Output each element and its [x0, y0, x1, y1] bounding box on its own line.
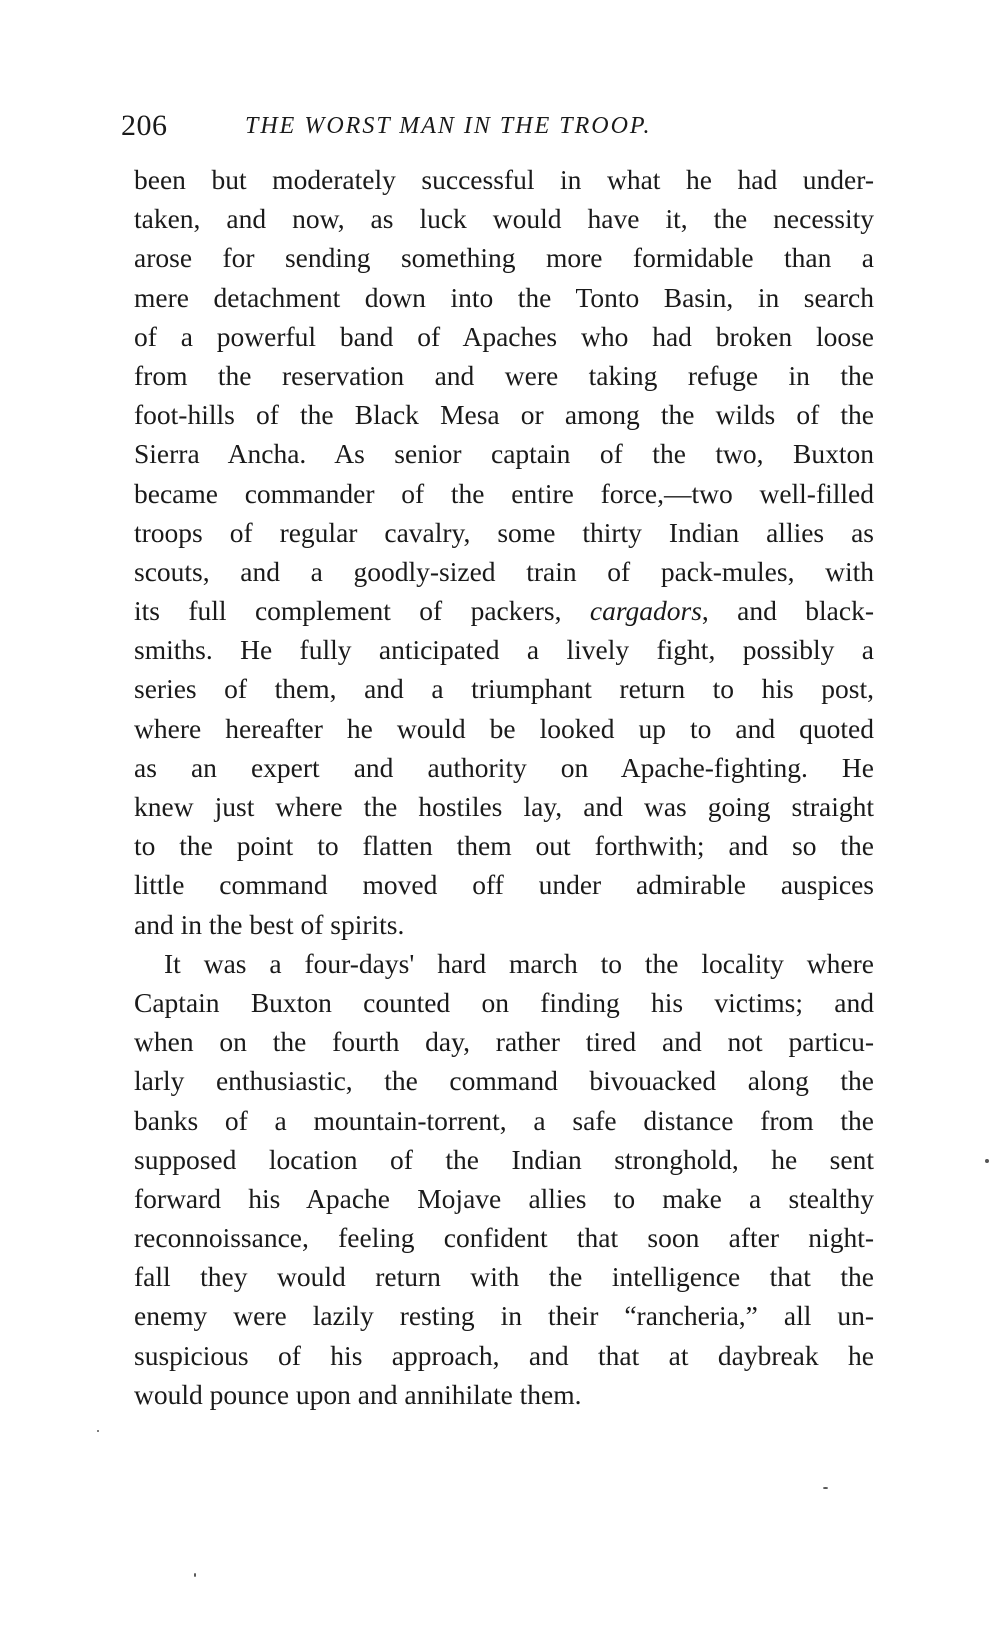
body-text: [134, 160, 874, 1414]
text-line: banks of a mountain-torrent, a safe distance from the: [134, 1104, 874, 1136]
text-line: and in the best of spirits.: [134, 908, 405, 940]
text-line: of a powerful band of Apaches who had broken loose: [134, 320, 874, 352]
stray-ink-dot: [985, 1159, 989, 1163]
text-line: larly enthusiastic, the command bivouacked along the: [134, 1065, 874, 1097]
text-line: when on the fourth day, rather tired and not particu-: [134, 1026, 874, 1058]
stray-ink-dot: [97, 1430, 99, 1432]
text-line: would pounce upon and annihilate them.: [134, 1378, 582, 1410]
paragraph: [134, 944, 874, 1414]
text-line: smiths. He fully anticipated a lively fight, possibly a: [134, 634, 874, 666]
text-line: as an expert and authority on Apache-fighting. He: [134, 751, 874, 783]
text-line: Captain Buxton counted on finding his victims; and: [134, 986, 874, 1018]
text-line: forward his Apache Mojave allies to make a stealthy: [134, 1182, 874, 1214]
text-line: foot-hills of the Black Mesa or among the wilds of the: [134, 399, 874, 431]
text-line: little command moved off under admirable auspices: [134, 869, 874, 901]
text-line: suspicious of his approach, and that at daybreak he: [134, 1339, 874, 1371]
text-line: its full complement of packers, cargadors, and black-: [134, 595, 874, 627]
text-line: from the reservation and were taking refuge in the: [134, 359, 874, 391]
page-number: 206: [121, 109, 168, 142]
text-line: reconnoissance, feeling confident that soon after night-: [134, 1222, 874, 1254]
text-line: been but moderately successful in what he had under-: [134, 164, 874, 195]
text-line: supposed location of the Indian stronghold, he sent: [134, 1143, 874, 1175]
italic-word: cargadors: [589, 595, 702, 627]
text-line: mere detachment down into the Tonto Basin, in search: [134, 281, 874, 313]
text-line: arose for sending something more formidable than a: [134, 242, 874, 274]
text-line: troops of regular cavalry, some thirty Indian allies as: [134, 516, 874, 548]
running-title: THE WORST MAN IN THE TROOP.: [245, 113, 652, 139]
text-line: knew just where the hostiles lay, and was going straight: [134, 791, 874, 822]
paragraph: [134, 160, 874, 944]
text-line: to the point to flatten them out forthwith; and so the: [134, 830, 874, 862]
text-line: where hereafter he would be looked up to and quoted: [134, 712, 874, 744]
text-line: fall they would return with the intelligence that the: [134, 1261, 874, 1293]
text-line: Sierra Ancha. As senior captain of the two, Buxton: [134, 438, 874, 470]
stray-ink-dot: [823, 1487, 828, 1489]
text-line: series of them, and a triumphant return to his post,: [134, 673, 874, 705]
page-header: [121, 104, 901, 148]
stray-ink-dot: [194, 1573, 196, 1577]
text-line: scouts, and a goodly-sized train of pack-mules, with: [134, 555, 874, 587]
text-line: became commander of the entire force,—two well-filled: [134, 477, 874, 509]
text-line: It was a four-days' hard march to the locality where: [164, 947, 874, 979]
text-line: enemy were lazily resting in their “rancheria,” all un-: [134, 1300, 874, 1332]
text-line: taken, and now, as luck would have it, the necessity: [134, 203, 874, 235]
